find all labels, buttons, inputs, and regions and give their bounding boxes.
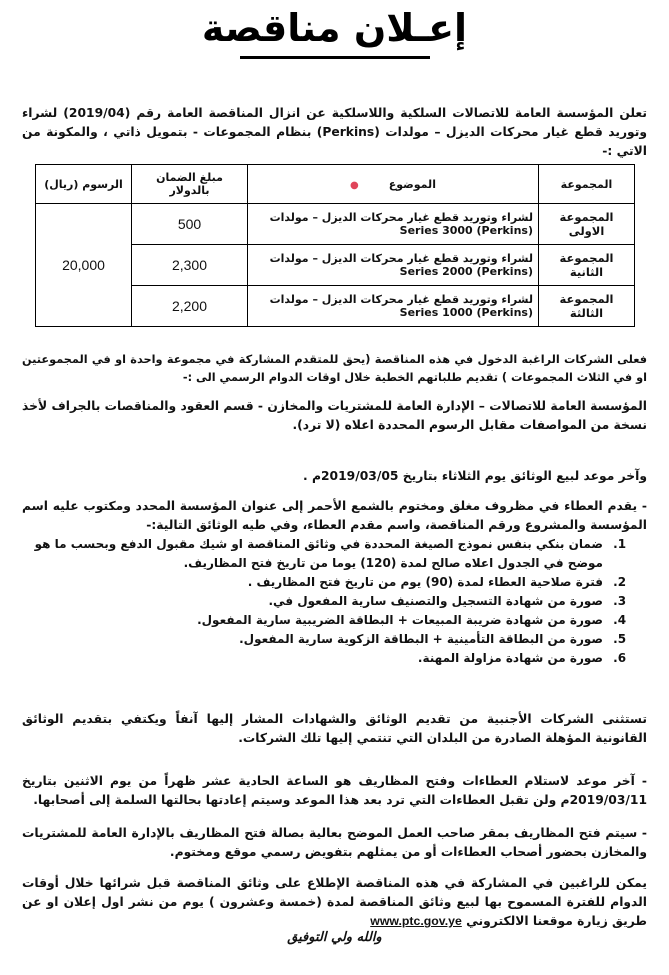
list-item: 6. صورة من شهادة مزاولة المهنة.: [30, 649, 609, 668]
closing-date-paragraph: - آخر موعد لاستلام العطاءات وفتح المظاريف هو الساعة الحادية عشر ظهراً من يوم الاثنين بتاريخ 2019/03/11م ولن تقبل العطاءات التي ترد بعد هذا الموعد وسيتم إعادتها بحالتها السلمة إلى أصحابها.: [22, 774, 647, 808]
opening-paragraph: - سيتم فتح المظاريف بمقر صاحب العمل الموضح بعالية بصالة فتح المظاريف بالإدارة العامة للمشتريات والمخازن بحضور أصحاب العطاءات أو من يمثلهم بتفويض رسمي موقع ومختوم.: [22, 826, 647, 860]
header-group: المجموعة: [539, 165, 635, 204]
page-title: إعـلان مناقصة: [201, 6, 468, 50]
groups-table: [35, 164, 635, 327]
office-paragraph: المؤسسة العامة للاتصالات – الإدارة العامة للمشتريات والمخازن - قسم العقود والمناقصات بالجراف لأخذ نسخة من المواصفات مقابل الرسوم المحددة اعلاه (لا ترد).: [22, 399, 647, 433]
title-underline: [240, 56, 430, 59]
row-amount: 500: [132, 204, 248, 245]
row-group: المجموعة الثالثة: [539, 286, 635, 327]
header-subject: [248, 165, 539, 204]
foreign-companies-paragraph: تستثنى الشركات الأجنبية من تقديم الوثائق والشهادات المشار إليها آنفاً ويكتفي بتقديم الوثائق القانونية المؤهلة الصادرة من البلدان التي تنتمي إليها تلك الشركات.: [22, 712, 647, 746]
documents-purchase-paragraph: [22, 874, 647, 931]
header-subject-label: الموضوع: [388, 177, 436, 191]
list-item: 2. فترة صلاحية العطاء لمدة (90) يوم من تاريخ فتح المظاريف .: [30, 573, 609, 592]
row-subject: لشراء وتوريد قطع غيار محركات الديزل – مولدات (Perkins) Series 3000: [248, 204, 539, 245]
row-subject: لشراء وتوريد قطع غيار محركات الديزل – مولدات (Perkins) Series 1000: [248, 286, 539, 327]
row-amount: 2,300: [132, 245, 248, 286]
row-amount: 2,200: [132, 286, 248, 327]
header-fees: الرسوم (ريال): [36, 165, 132, 204]
signoff: والله ولي التوفيق: [287, 930, 382, 945]
row-group: المجموعة الثانية: [539, 245, 635, 286]
list-item: 4. صورة من شهادة ضريبة المبيعات + البطاقة الضريبية سارية المفعول.: [30, 611, 609, 630]
list-item: 5. صورة من البطاقة التأمينية + البطاقة الزكوية سارية المفعول.: [30, 630, 609, 649]
list-item: 3. صورة من شهادة التسجيل والتصنيف سارية المفعول في.: [30, 592, 609, 611]
row-group: المجموعة الاولى: [539, 204, 635, 245]
table-header-row: [36, 165, 635, 204]
red-dot-icon: ●: [350, 179, 359, 191]
intro-paragraph: تعلن المؤسسة العامة للاتصالات السلكية واللاسلكية عن انزال المناقصة العامة رقم (2019/04) لشراء وتوريد قطع غيار محركات الديزل – مولدات (Perkins) بنظام المجموعات - بتمويل ذاتي ، والمكونة من الاتي :-: [22, 106, 647, 159]
required-documents-list: [30, 535, 627, 668]
envelope-paragraph: - يقدم العطاء في مظروف مغلق ومختوم بالشمع الأحمر إلى عنوان المؤسسة المحدد ومكتوب عليه اسم المؤسسة والمشروع ورقم المناقصة، واسم مقدم العطاء، وفي طيه الوثائق التالية:-: [22, 499, 647, 533]
sale-deadline: وآخر موعد لبيع الوثائق يوم الثلاثاء بتاريخ 2019/03/05م .: [303, 469, 647, 484]
header-guarantee: مبلغ الضمان بالدولار: [132, 165, 248, 204]
fees-cell: 20,000: [36, 204, 132, 327]
website-link[interactable]: www.ptc.gov.ye: [370, 914, 462, 929]
participation-note: فعلى الشركات الراغبة الدخول في هذه المناقصة (يحق للمتقدم المشاركة في مجموعة واحدة او في المجموعتين او في الثلاث المجموعات ) تقديم طلباتهم الخطية خلال اوقات الدوام الرسمي الى :-: [22, 353, 647, 385]
table-row: [36, 204, 635, 245]
row-subject: لشراء وتوريد قطع غيار محركات الديزل – مولدات (Perkins) Series 2000: [248, 245, 539, 286]
purchase-text: يمكن للراغبين في المشاركة في هذه المناقصة الإطلاع على وثائق المناقصة قبل شرائها خلال أوقات الدوام للفترة المسموح بها لبيع وثائق المناقصة لمدة (خمسة وعشرون ) يوم من نشر اول إعلان او عن طريق زيارة موقعنا الالكتروني: [22, 876, 647, 929]
list-item: 1. ضمان بنكي بنفس نموذج الصيغة المحددة في وثائق المناقصة او شيك مقبول الدفع وبحسب ما هو موضح في الجدول اعلاه صالح لمدة (120) يوما من تاريخ فتح المظاريف.: [30, 535, 609, 573]
